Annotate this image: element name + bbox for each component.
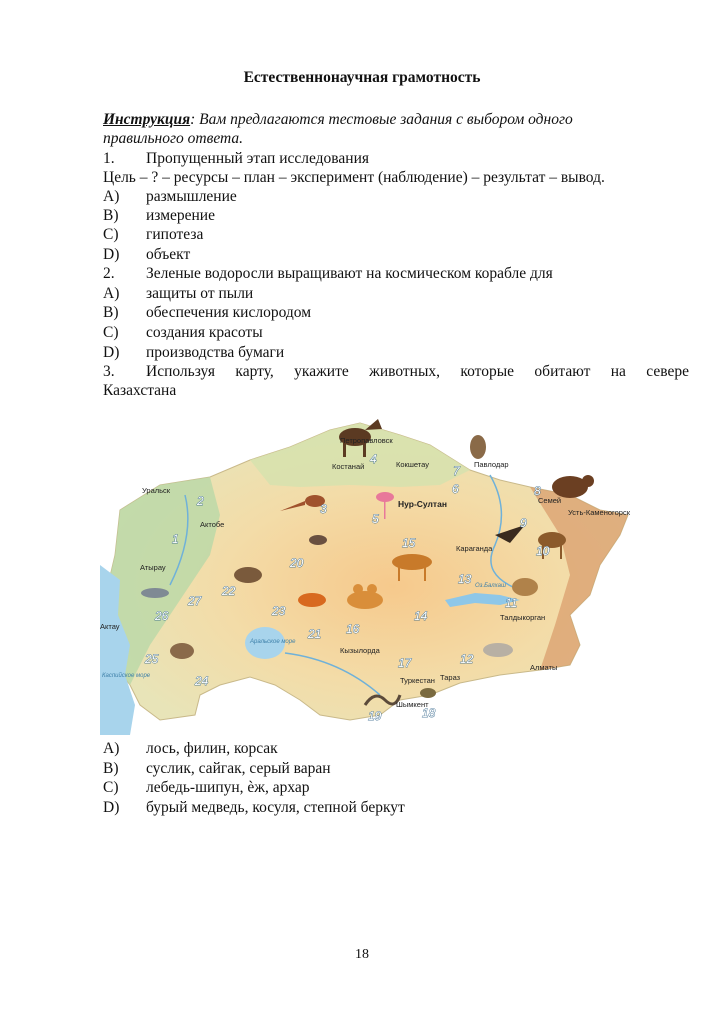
map-number: 24 — [195, 674, 209, 688]
lynx-icon — [512, 578, 538, 596]
q3-option-d-letter: D) — [103, 799, 120, 816]
map-number: 25 — [145, 652, 159, 666]
map-number: 16 — [346, 622, 360, 636]
city-label: Атырау — [140, 563, 166, 572]
city-label: Кызылорда — [340, 646, 380, 655]
map-number: 18 — [422, 706, 436, 720]
map-number: 7 — [453, 464, 460, 478]
map-number: 20 — [290, 556, 304, 570]
map-number: 6 — [452, 482, 459, 496]
q2-option-b — [103, 303, 311, 322]
q2-option-a-text: защиты от пыли — [146, 285, 254, 302]
q1-option-a-text: размышление — [146, 188, 237, 205]
sea-label: Каспийское море — [102, 673, 151, 679]
map-number: 1 — [172, 532, 179, 546]
page-title: Естественнонаучная грамотность — [243, 69, 481, 86]
question-2-text: Зеленые водоросли выращивают на космическом корабле для — [146, 265, 553, 282]
city-label: Тараз — [440, 673, 461, 682]
map-number: 2 — [197, 494, 204, 508]
donkey-icon — [234, 567, 262, 583]
city-label: Актобе — [200, 520, 225, 529]
ram-icon — [170, 643, 194, 659]
q1-option-b-letter: B) — [103, 207, 119, 224]
city-label: Туркестан — [400, 676, 435, 685]
map-number: 15 — [402, 536, 416, 550]
crane-icon — [309, 535, 327, 545]
city-label: Нур-Султан — [398, 499, 447, 509]
map-number: 11 — [505, 596, 518, 610]
map-number: 26 — [155, 609, 169, 623]
question-3 — [103, 362, 689, 381]
q1-option-c-letter: C) — [103, 226, 119, 243]
turtle-icon — [420, 688, 436, 698]
map-number: 4 — [370, 452, 377, 466]
q2-option-a-letter: A) — [103, 285, 120, 302]
snow-leopard-icon — [483, 643, 513, 657]
city-label: Кокшетау — [396, 460, 429, 469]
q1-option-d-letter: D) — [103, 246, 120, 263]
map-number: 8 — [534, 484, 541, 498]
map-number: 9 — [520, 516, 527, 530]
q3-option-c-letter: C) — [103, 779, 119, 796]
q3-option-c-text: лебедь-шипун, ѐж, архар — [146, 779, 310, 796]
question-1-sequence: Цель – ? – ресурсы – план – эксперимент (наблюдение) – результат – вывод. — [103, 169, 605, 186]
lake-label: Оз.Балхаш — [475, 583, 506, 589]
sea-label: Аральское море — [250, 639, 296, 645]
city-label: Талдыкорган — [500, 613, 546, 622]
q3-option-d — [103, 798, 405, 817]
city-label: Алматы — [530, 663, 558, 672]
map-number: 17 — [398, 656, 412, 670]
q1-option-b-text: измерение — [146, 207, 215, 224]
question-3-text-2: Казахстана — [103, 382, 177, 399]
q1-option-c-text: гипотеза — [146, 226, 204, 243]
map-number: 10 — [536, 544, 550, 558]
q2-option-d-text: производства бумаги — [146, 344, 285, 361]
question-2-number: 2. — [103, 265, 115, 282]
map-number: 21 — [308, 627, 322, 641]
question-1-text: Пропущенный этап исследования — [146, 150, 370, 167]
page-number: 18 — [355, 947, 369, 962]
q1-option-c — [103, 225, 203, 244]
q3-option-a-letter: A) — [103, 740, 120, 757]
q2-option-c — [103, 323, 263, 342]
kazakhstan-animal-map — [100, 415, 645, 735]
map-number: 22 — [222, 584, 236, 598]
city-label: Петропавловск — [340, 436, 393, 445]
map-number: 12 — [460, 652, 474, 666]
instruction-label: Инструкция — [103, 111, 191, 128]
question-3-text-1: Используя карту, укажите животных, которые обитают на севере — [146, 363, 689, 380]
q2-option-c-text: создания красоты — [146, 324, 263, 341]
map-number: 23 — [272, 604, 286, 618]
instruction-line-2: правильного ответа. — [103, 130, 244, 147]
question-2 — [103, 264, 553, 283]
q2-option-d-letter: D) — [103, 344, 120, 361]
q1-option-d-text: объект — [146, 246, 191, 263]
fox-icon — [298, 593, 326, 607]
city-label: Уральск — [142, 486, 171, 495]
question-1-number: 1. — [103, 150, 115, 167]
city-label: Усть-Каменогорск — [568, 508, 630, 517]
q1-option-d — [103, 245, 190, 264]
instruction-line-1 — [103, 110, 573, 129]
seal-icon — [141, 588, 169, 598]
city-label: Семей — [538, 496, 562, 505]
q1-option-a — [103, 187, 237, 206]
q2-option-c-letter: C) — [103, 324, 119, 341]
question-3-number: 3. — [103, 363, 115, 380]
city-label: Шымкент — [396, 700, 429, 709]
map-number: 27 — [188, 594, 202, 608]
q1-option-a-letter: A) — [103, 188, 120, 205]
bear-icon — [552, 475, 594, 498]
q1-option-b — [103, 206, 215, 225]
instruction-text-1: : Вам предлагаются тестовые задания с выбором одного — [190, 111, 573, 128]
q2-option-b-text: обеспечения кислородом — [146, 304, 312, 321]
map-number: 13 — [458, 572, 472, 586]
map-number: 19 — [368, 709, 382, 723]
owl-icon — [470, 435, 486, 459]
q3-option-b-letter: B) — [103, 760, 119, 777]
q2-option-b-letter: B) — [103, 304, 119, 321]
city-label: Костанай — [332, 462, 365, 471]
q3-option-d-text: бурый медведь, косуля, степной беркут — [146, 799, 405, 816]
map-number: 14 — [414, 609, 428, 623]
city-label: Караганда — [456, 544, 493, 553]
city-label: Павлодар — [474, 460, 509, 469]
question-1 — [103, 149, 369, 168]
q3-option-b — [103, 759, 331, 778]
city-label: Актау — [100, 622, 120, 631]
q3-option-a-text: лось, филин, корсак — [146, 740, 278, 757]
q3-option-c — [103, 778, 310, 797]
map-number: 3 — [320, 502, 327, 516]
q3-option-a — [103, 739, 278, 758]
q3-option-b-text: суслик, сайгак, серый варан — [146, 760, 331, 777]
q2-option-a — [103, 284, 253, 303]
map-number: 5 — [372, 512, 379, 526]
q2-option-d — [103, 343, 284, 362]
